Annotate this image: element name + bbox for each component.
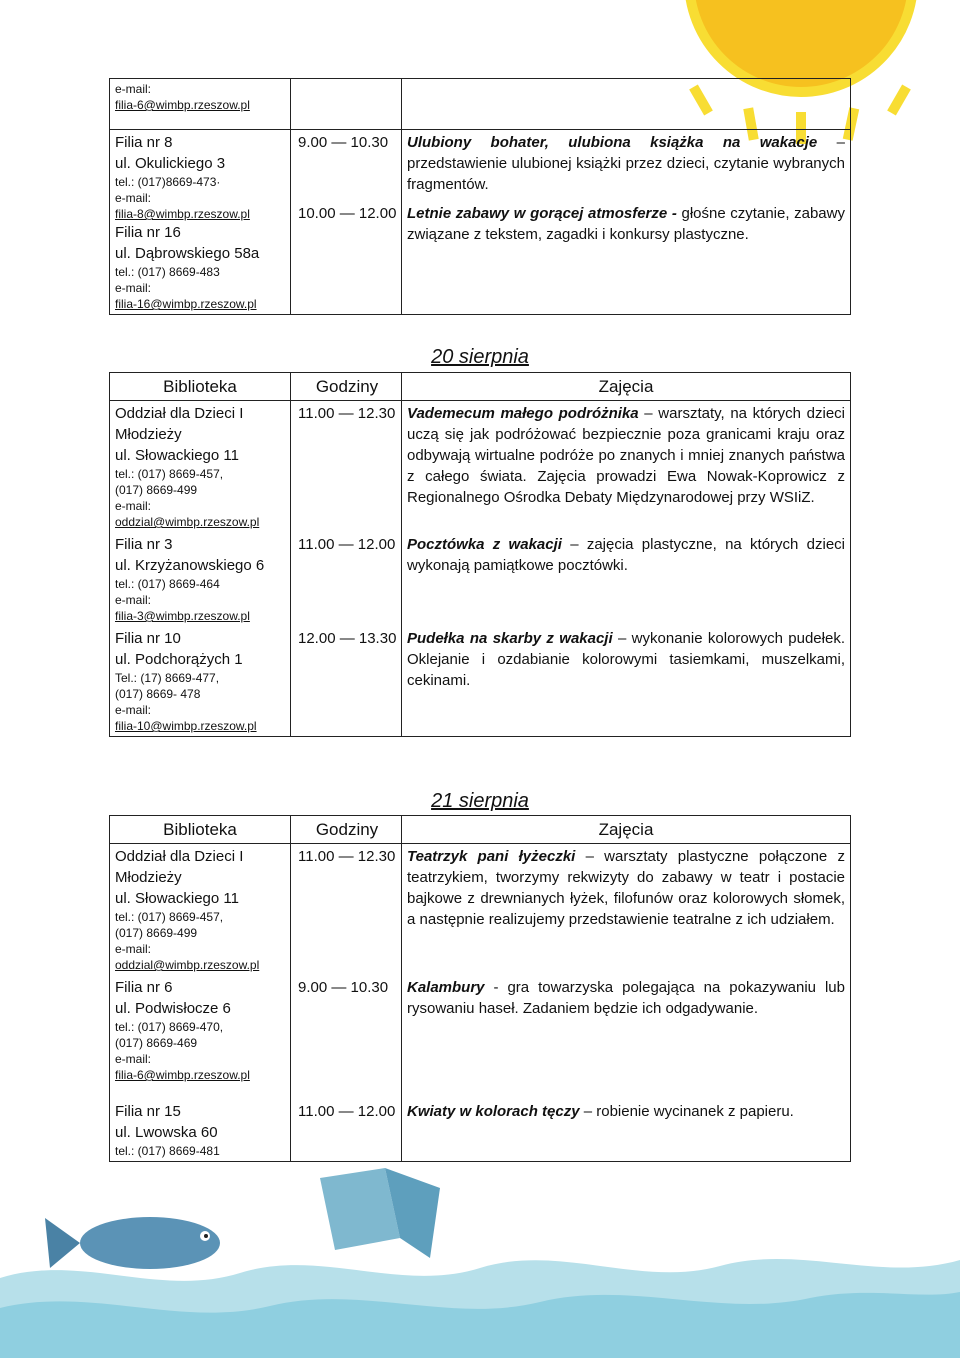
schedule-table-day20: [109, 372, 851, 737]
email-link[interactable]: filia-6@wimbp.rzeszow.pl: [115, 1068, 250, 1082]
library-phone: tel.: (017) 8669-481: [115, 1144, 220, 1158]
header-activity: Zajęcia: [402, 373, 851, 401]
library-phone: tel.: (017)8669-473·: [115, 175, 221, 189]
activity-text: głośne czytanie, zabawy związane z tekstem, zagadki i konkursy plastyczne.: [407, 205, 845, 243]
activity-title: Pudełka na skarby z wakacji: [407, 630, 613, 647]
activity-text: – warsztaty plastyczne połączone z teatrzykiem, tworzymy rekwizyty do zabawy w teatr i postacie bajkowe z drewnianych łyżek, filofunów oraz kolorowych słomek, a następnie realizujemy przedstawienie teatralne z ich udziałem.: [407, 848, 845, 928]
library-name: Filia nr 6: [115, 979, 173, 996]
activity-text: - gra towarzyska polegająca na pokazywaniu lub rysowaniu haseł. Zadaniem będzie ich odgadywanie.: [407, 979, 845, 1017]
library-address: ul. Słowackiego 11: [115, 447, 239, 464]
library-cell: [110, 79, 291, 130]
activity-description: [407, 203, 845, 245]
activity-cell: [402, 79, 851, 130]
fish-icon: [45, 1217, 220, 1269]
library-phone: (017) 8669- 478: [115, 687, 201, 701]
time-slot: 10.00 — 12.00: [298, 205, 397, 222]
library-address: ul. Lwowska 60: [115, 1124, 218, 1141]
date-heading: 20 sierpnia: [431, 346, 529, 368]
header-time: Godziny: [291, 373, 402, 401]
library-address: ul. Słowackiego 11: [115, 890, 239, 907]
library-phone: (017) 8669-469: [115, 1036, 198, 1050]
time-cell: [291, 130, 402, 315]
activity-description: [402, 975, 851, 1099]
email-label: e-mail:: [115, 942, 152, 956]
activity-title: Kalambury: [407, 979, 485, 996]
library-cell: [110, 1099, 291, 1162]
time-slot: 11.00 — 12.30: [291, 401, 402, 533]
time-slot: 11.00 — 12.00: [291, 1099, 402, 1162]
header-library: Biblioteka: [110, 816, 291, 844]
library-name: Oddział dla Dzieci I Młodzieży: [115, 848, 244, 886]
email-link[interactable]: filia-3@wimbp.rzeszow.pl: [115, 609, 250, 623]
library-name: Filia nr 3: [115, 536, 173, 553]
activity-title: Ulubiony bohater, ulubiona książka na wakacje: [407, 134, 818, 151]
library-address: ul. Krzyżanowskiego 6: [115, 557, 265, 574]
activity-description: [407, 132, 845, 195]
email-label: e-mail:: [115, 281, 152, 295]
library-name: Filia nr 8: [115, 134, 173, 151]
library-address: ul. Podwisłocze 6: [115, 1000, 231, 1017]
activity-description: [402, 532, 851, 626]
email-label: e-mail:: [115, 593, 152, 607]
activity-text: – wykonanie kolorowych pudełek. Oklejanie i ozdabianie kolorowymi tasiemkami, muszelkami, cekinami.: [407, 630, 845, 689]
email-link[interactable]: oddzial@wimbp.rzeszow.pl: [115, 515, 260, 529]
date-heading: 21 sierpnia: [431, 790, 529, 812]
activity-description: [402, 626, 851, 737]
header-time: Godziny: [291, 816, 402, 844]
library-phone: tel.: (017) 8669-464: [115, 577, 220, 591]
library-name: Oddział dla Dzieci I Młodzieży: [115, 405, 244, 443]
activity-title: Teatrzyk pani łyżeczki: [407, 848, 576, 865]
email-link[interactable]: filia-8@wimbp.rzeszow.pl: [115, 207, 250, 221]
library-address: ul. Podchorążych 1: [115, 651, 243, 668]
time-slot: 11.00 — 12.30: [291, 844, 402, 976]
activity-text: – warsztaty, na których dzieci uczą się jak podróżować bezpiecznie poza granicami kraju oraz odbywają wirtualne podróże po znanych i mniej znanych państwa z całego świata. Zajęcia prowadzi Ewa Nowak-Koprowicz z Regionalnego Ośrodka Debaty Międzynarodowej przy WSIiZ.: [407, 405, 846, 506]
email-link[interactable]: filia-6@wimbp.rzeszow.pl: [115, 98, 250, 112]
email-label: e-mail:: [115, 82, 152, 96]
activity-title: Vademecum małego podróżnika: [407, 405, 639, 422]
email-link[interactable]: filia-16@wimbp.rzeszow.pl: [115, 297, 257, 311]
activity-text: – robienie wycinanek z papieru.: [579, 1103, 794, 1120]
book-icon: [320, 1168, 440, 1258]
time-slot: 12.00 — 13.30: [291, 626, 402, 737]
schedule-table-top: [109, 78, 851, 315]
schedule-table-day21: [109, 815, 851, 1162]
library-phone: tel.: (017) 8669-470,: [115, 1020, 224, 1034]
library-phone: tel.: (017) 8669-457,: [115, 467, 224, 481]
library-cell: [110, 844, 291, 976]
activity-description: [402, 1099, 851, 1162]
wave-decoration: [0, 1168, 960, 1358]
email-label: e-mail:: [115, 191, 152, 205]
time-slot: 11.00 — 12.00: [291, 532, 402, 626]
library-cell: [110, 626, 291, 737]
library-cell: [110, 401, 291, 533]
library-name: Filia nr 15: [115, 1103, 181, 1120]
time-cell: [291, 79, 402, 130]
library-phone: tel.: (017) 8669-483: [115, 265, 220, 279]
library-address: ul. Dąbrowskiego 58a: [115, 245, 260, 262]
library-cell: [110, 975, 291, 1099]
activity-text: – przedstawienie ulubionej książki przez dzieci, czytanie wybranych fragmentów.: [407, 134, 845, 193]
library-phone: (017) 8669-499: [115, 483, 198, 497]
activity-title: Pocztówka z wakacji: [407, 536, 562, 553]
email-link[interactable]: oddzial@wimbp.rzeszow.pl: [115, 958, 260, 972]
library-name: Filia nr 10: [115, 630, 181, 647]
activity-cell: [402, 130, 851, 315]
header-library: Biblioteka: [110, 373, 291, 401]
email-label: e-mail:: [115, 703, 152, 717]
time-slot: 9.00 — 10.30: [291, 975, 402, 1099]
activity-description: [402, 401, 851, 533]
library-phone: Tel.: (17) 8669-477,: [115, 671, 220, 685]
library-cell: [110, 532, 291, 626]
library-phone: tel.: (017) 8669-457,: [115, 910, 224, 924]
time-slot: 9.00 — 10.30: [298, 134, 389, 151]
library-cell: [110, 130, 291, 315]
activity-title: Kwiaty w kolorach tęczy: [407, 1103, 580, 1120]
library-address: ul. Okulickiego 3: [115, 155, 226, 172]
activity-description: [402, 844, 851, 976]
header-activity: Zajęcia: [402, 816, 851, 844]
activity-text: – zajęcia plastyczne, na których dzieci wykonają pamiątkowe pocztówki.: [407, 536, 845, 574]
library-phone: (017) 8669-499: [115, 926, 198, 940]
email-label: e-mail:: [115, 499, 152, 513]
activity-title: Letnie zabawy w gorącej atmosferze -: [407, 205, 677, 222]
email-link[interactable]: filia-10@wimbp.rzeszow.pl: [115, 719, 257, 733]
email-label: e-mail:: [115, 1052, 152, 1066]
library-name: Filia nr 16: [115, 224, 181, 241]
